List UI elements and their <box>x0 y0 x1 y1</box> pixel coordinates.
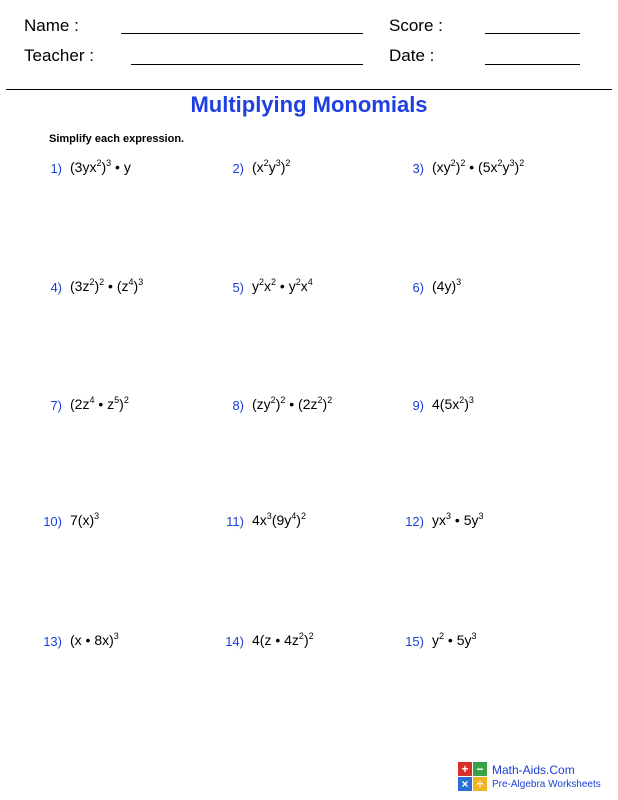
problem-number: 12) <box>405 514 424 529</box>
expression-text: ) <box>303 632 309 648</box>
exponent: 3 <box>478 511 484 521</box>
problem-expression <box>252 512 306 530</box>
expression-text: 4x <box>252 512 267 528</box>
exponent: 3 <box>138 277 144 287</box>
problem-item <box>212 266 392 296</box>
problem-number: 10) <box>43 514 62 529</box>
problem-item <box>30 147 210 177</box>
problem-item <box>392 147 572 177</box>
problem-item <box>30 266 210 296</box>
expression-text: 4(z • 4z <box>252 632 299 648</box>
problem-expression <box>252 396 332 414</box>
expression-text: ) <box>275 396 281 412</box>
exponent: 2 <box>280 395 286 405</box>
expression-text: • 5y <box>451 512 479 528</box>
exponent: 3 <box>275 158 281 168</box>
expression-text: (9y <box>271 512 292 528</box>
expression-text: y <box>268 159 276 175</box>
exponent: 2 <box>123 395 129 405</box>
problem-expression <box>252 278 313 296</box>
problem-number: 14) <box>225 634 244 649</box>
exponent: 2 <box>99 277 105 287</box>
expression-text: (x • 8x) <box>70 632 114 648</box>
date-blank-line <box>485 64 580 65</box>
expression-text: (zy <box>252 396 271 412</box>
expression-text: 4(5x <box>432 396 460 412</box>
problem-number: 11) <box>226 514 244 529</box>
problem-expression <box>252 632 314 650</box>
problem-number: 15) <box>405 634 424 649</box>
expression-text: ) <box>514 159 520 175</box>
problem-item <box>30 500 210 530</box>
exponent: 2 <box>459 395 465 405</box>
exponent: 2 <box>285 158 291 168</box>
expression-text: ) <box>94 278 100 294</box>
expression-text: ) <box>296 512 301 528</box>
teacher-label: Teacher : <box>24 46 94 65</box>
exponent: 2 <box>263 158 269 168</box>
exponent: 2 <box>271 277 277 287</box>
expression-text: ) <box>322 396 328 412</box>
exponent: 2 <box>89 277 95 287</box>
problem-number: 5) <box>232 280 244 295</box>
problem-item <box>212 384 392 414</box>
problem-expression <box>432 396 474 414</box>
worksheet-title: Multiplying Monomials <box>190 92 428 117</box>
exponent: 3 <box>468 395 474 405</box>
expression-text: y <box>502 159 510 175</box>
header-divider <box>6 89 612 90</box>
problem-expression <box>432 159 524 177</box>
exponent: 2 <box>439 631 445 641</box>
exponent: 2 <box>327 395 333 405</box>
score-label: Score : <box>389 16 443 35</box>
expression-text: • y <box>276 278 296 294</box>
exponent: 2 <box>519 158 525 168</box>
expression-text: • 5y <box>444 632 472 648</box>
exponent: 5 <box>114 395 120 405</box>
expression-text: y <box>432 632 439 648</box>
expression-text: x <box>264 278 272 294</box>
exponent: 2 <box>96 158 102 168</box>
problem-expression <box>70 632 119 650</box>
problem-item <box>212 620 392 650</box>
problem-number: 7) <box>50 398 62 413</box>
expression-text: ) <box>464 396 469 412</box>
expression-text: • (z <box>104 278 129 294</box>
expression-text: ) <box>101 159 107 175</box>
name-blank-line <box>121 33 363 34</box>
expression-text: • (2z <box>285 396 318 412</box>
problem-expression <box>70 512 99 530</box>
expression-text: 7(x) <box>70 512 95 528</box>
expression-text: ) <box>280 159 286 175</box>
score-blank-line <box>485 33 580 34</box>
problem-number: 6) <box>412 280 424 295</box>
exponent: 3 <box>266 511 272 521</box>
exponent: 4 <box>89 395 95 405</box>
expression-text: ) <box>133 278 139 294</box>
exponent: 3 <box>446 511 452 521</box>
math-operations-icon: + − × ÷ <box>458 762 488 792</box>
problem-number: 8) <box>232 398 244 413</box>
problem-number: 3) <box>412 161 424 176</box>
problem-number: 9) <box>412 398 424 413</box>
problem-item <box>212 147 392 177</box>
expression-text: (4y) <box>432 278 457 294</box>
expression-text: • (5x <box>465 159 498 175</box>
expression-text: ) <box>119 396 124 412</box>
exponent: 2 <box>298 631 304 641</box>
problem-item <box>212 500 392 530</box>
exponent: 3 <box>456 277 462 287</box>
problem-item <box>392 620 572 650</box>
exponent: 2 <box>450 158 456 168</box>
problem-expression <box>70 278 143 296</box>
name-label: Name : <box>24 16 79 35</box>
problem-number: 1) <box>50 161 62 176</box>
problem-expression <box>432 632 477 650</box>
exponent: 3 <box>471 631 477 641</box>
exponent: 3 <box>509 158 515 168</box>
date-label: Date : <box>389 46 435 65</box>
expression-text: • y <box>111 159 131 175</box>
expression-text: y <box>252 278 259 294</box>
problem-item <box>392 500 572 530</box>
exponent: 4 <box>128 277 134 287</box>
problem-expression <box>432 512 484 530</box>
exponent: 2 <box>308 631 314 641</box>
problem-expression <box>70 396 129 414</box>
expression-text: (x <box>252 159 264 175</box>
problem-expression <box>432 278 461 296</box>
problem-number: 4) <box>50 280 62 295</box>
problem-expression <box>70 159 131 177</box>
footer-branding <box>458 762 618 796</box>
exponent: 3 <box>94 511 100 521</box>
exponent: 2 <box>270 395 276 405</box>
expression-text: yx <box>432 512 446 528</box>
exponent: 2 <box>317 395 323 405</box>
problem-expression <box>252 159 290 177</box>
exponent: 4 <box>291 511 297 521</box>
teacher-blank-line <box>131 64 363 65</box>
problem-item <box>30 384 210 414</box>
expression-text: (3yx <box>70 159 97 175</box>
expression-text: ) <box>455 159 461 175</box>
problem-item <box>392 384 572 414</box>
expression-text: • z <box>94 396 115 412</box>
problem-item <box>392 266 572 296</box>
exponent: 2 <box>460 158 466 168</box>
footer-subtitle: Pre-Algebra Worksheets <box>492 779 601 790</box>
exponent: 3 <box>106 158 112 168</box>
instructions: Simplify each expression. <box>49 133 185 145</box>
expression-text: (3z <box>70 278 90 294</box>
expression-text: x <box>300 278 308 294</box>
exponent: 2 <box>300 511 306 521</box>
exponent: 2 <box>497 158 503 168</box>
exponent: 2 <box>295 277 301 287</box>
exponent: 3 <box>113 631 119 641</box>
expression-text: (2z <box>70 396 90 412</box>
problem-number: 13) <box>43 634 62 649</box>
problem-number: 2) <box>232 161 244 176</box>
exponent: 2 <box>259 277 265 287</box>
expression-text: (xy <box>432 159 451 175</box>
footer-site-name: Math-Aids.Com <box>492 763 575 777</box>
problem-item <box>30 620 210 650</box>
exponent: 4 <box>307 277 313 287</box>
